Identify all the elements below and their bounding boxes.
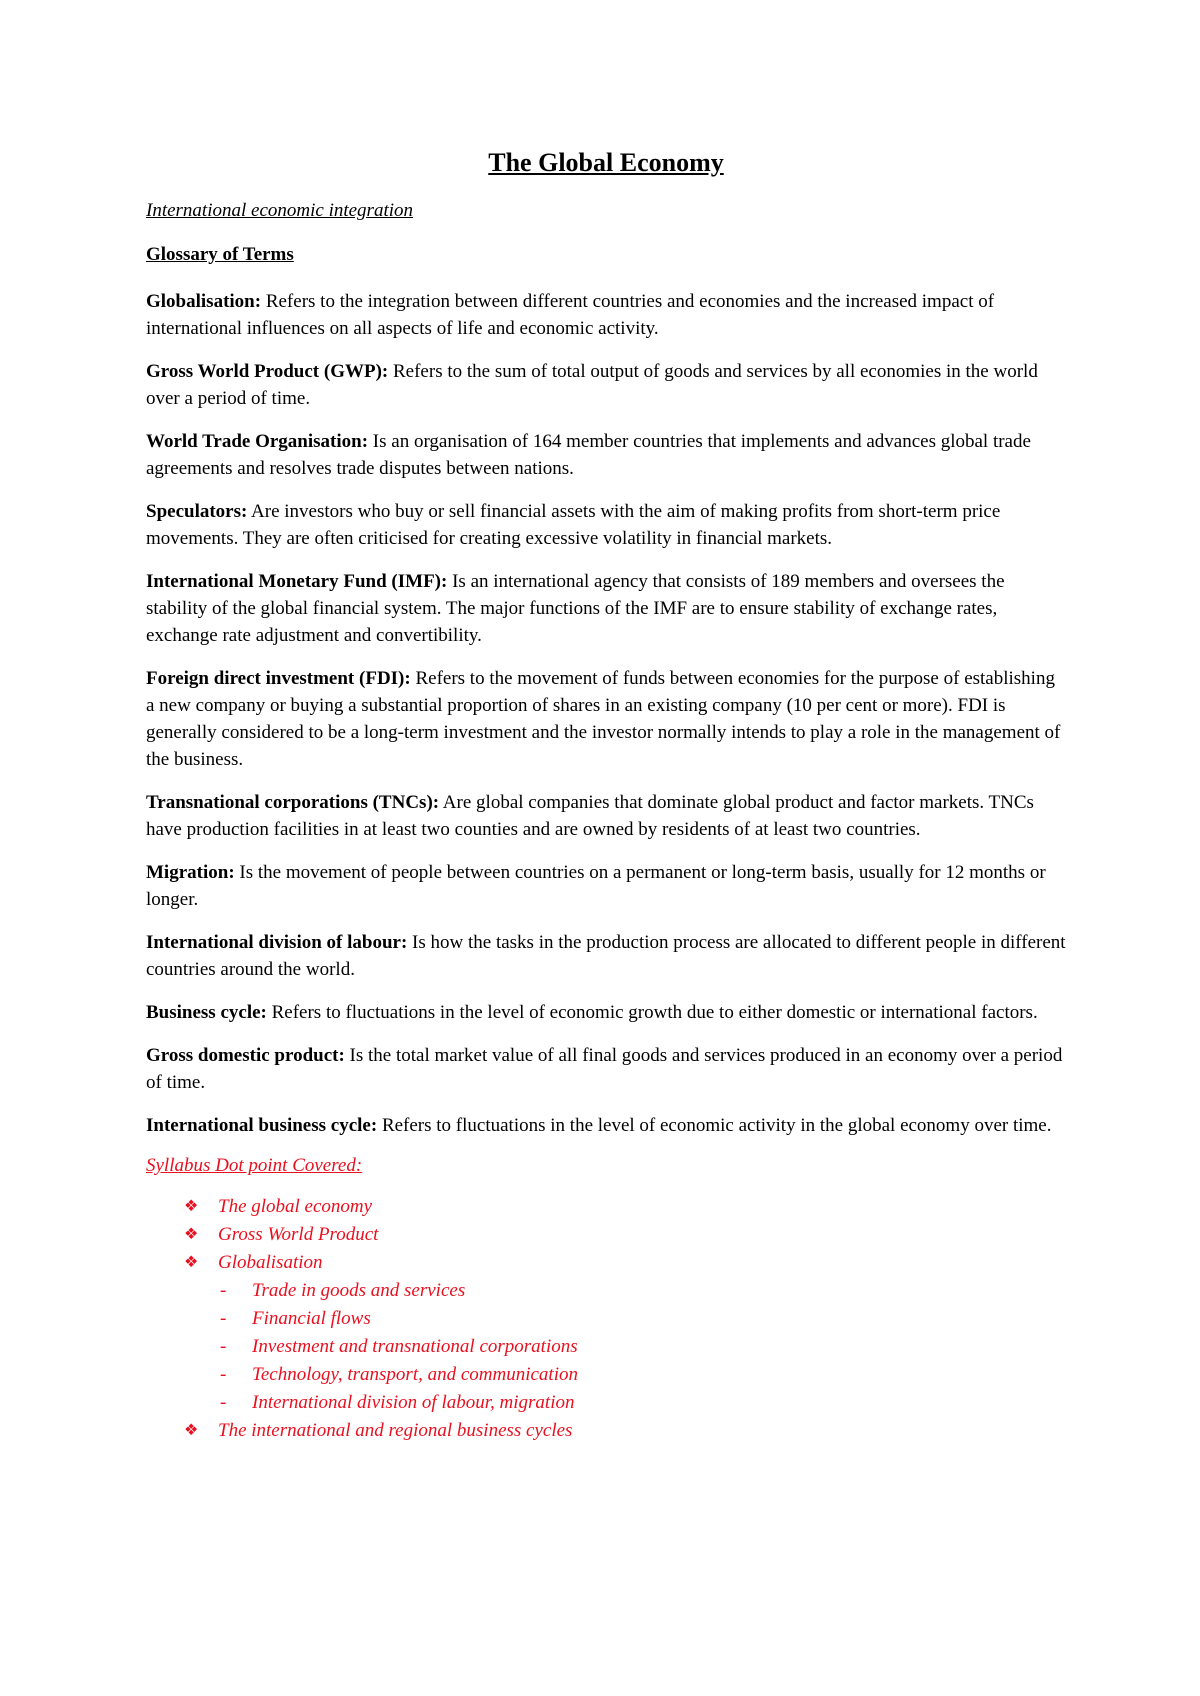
glossary-term xyxy=(146,1042,1066,1096)
term-name: Business cycle: xyxy=(146,1002,267,1023)
syllabus-item-text: Globalisation xyxy=(218,1252,323,1273)
syllabus-item-text: The global economy xyxy=(218,1196,373,1217)
diamond-bullet-icon: ❖ xyxy=(184,1422,199,1439)
syllabus-subitem xyxy=(146,1277,1066,1305)
syllabus-subitem xyxy=(146,1333,1066,1361)
term-definition: Refers to fluctuations in the level of economic activity in the global economy over time. xyxy=(377,1115,1052,1136)
syllabus-item-text: Technology, transport, and communication xyxy=(252,1364,578,1385)
term-definition: Refers to the integration between different countries and economies and the increased impact of international influences on all aspects of life and economic activity. xyxy=(146,291,995,339)
term-name: Globalisation: xyxy=(146,291,262,312)
syllabus-item xyxy=(146,1417,1066,1445)
document-title: The Global Economy xyxy=(488,148,724,177)
term-definition: Are investors who buy or sell financial assets with the aim of making profits from short-term price movements. They are often criticised for creating excessive volatility in financial markets. xyxy=(146,501,1001,549)
term-name: Transnational corporations (TNCs): xyxy=(146,792,440,813)
syllabus-list xyxy=(146,1193,1066,1445)
dash-bullet-icon: - xyxy=(220,1336,227,1357)
syllabus-item-text: Investment and transnational corporations xyxy=(252,1336,578,1357)
term-name: Migration: xyxy=(146,862,235,883)
glossary-heading: Glossary of Terms xyxy=(146,244,294,265)
term-definition: Are global companies that dominate global product and factor markets. TNCs have production facilities in at least two counties and are owned by residents of at least two countries. xyxy=(146,792,1034,840)
syllabus-item-text: Trade in goods and services xyxy=(252,1280,466,1301)
diamond-bullet-icon: ❖ xyxy=(184,1198,199,1215)
term-name: Gross World Product (GWP): xyxy=(146,361,389,382)
syllabus-heading: Syllabus Dot point Covered: xyxy=(146,1155,363,1176)
term-name: World Trade Organisation: xyxy=(146,431,369,452)
syllabus-subitem xyxy=(146,1305,1066,1333)
term-definition: Refers to the movement of funds between economies for the purpose of establishing a new company or buying a substantial proportion of shares in an existing company (10 per cent or more). FDI is generally considered to be a long-term investment and the investor normally intends to play a role in the management of the business. xyxy=(146,668,1061,770)
syllabus-section xyxy=(146,1155,1066,1445)
glossary-term xyxy=(146,999,1066,1026)
syllabus-item-text: Financial flows xyxy=(252,1308,371,1329)
term-definition: Is the total market value of all final goods and services produced in an economy over a period of time. xyxy=(146,1045,1063,1093)
section-subtitle: International economic integration xyxy=(146,200,414,221)
term-name: International business cycle: xyxy=(146,1115,378,1136)
glossary-term xyxy=(146,428,1066,482)
term-name: Foreign direct investment (FDI): xyxy=(146,668,411,689)
syllabus-item xyxy=(146,1193,1066,1221)
term-name: Gross domestic product: xyxy=(146,1045,345,1066)
term-definition: Is an organisation of 164 member countries that implements and advances global trade agreements and resolves trade disputes between nations. xyxy=(146,431,1031,479)
glossary-term xyxy=(146,1112,1066,1139)
term-definition: Refers to fluctuations in the level of economic growth due to either domestic or international factors. xyxy=(266,1002,1038,1023)
term-definition: Is the movement of people between countries on a permanent or long-term basis, usually for 12 months or longer. xyxy=(146,862,1046,910)
syllabus-item-text: The international and regional business cycles xyxy=(218,1420,573,1441)
glossary-term xyxy=(146,859,1066,913)
term-name: Speculators: xyxy=(146,501,248,522)
glossary-term xyxy=(146,498,1066,552)
glossary-term xyxy=(146,568,1066,649)
syllabus-item xyxy=(146,1249,1066,1277)
dash-bullet-icon: - xyxy=(220,1308,227,1329)
dash-bullet-icon: - xyxy=(220,1280,227,1301)
glossary-list xyxy=(146,288,1066,1139)
document-content xyxy=(146,148,1066,1445)
diamond-bullet-icon: ❖ xyxy=(184,1226,199,1243)
term-name: International Monetary Fund (IMF): xyxy=(146,571,448,592)
dash-bullet-icon: - xyxy=(220,1392,227,1413)
term-definition: Is how the tasks in the production process are allocated to different people in different countries around the world. xyxy=(146,932,1066,980)
glossary-term xyxy=(146,789,1066,843)
syllabus-item-text: Gross World Product xyxy=(218,1224,379,1245)
glossary-term xyxy=(146,665,1066,773)
glossary-term xyxy=(146,929,1066,983)
syllabus-subitem xyxy=(146,1361,1066,1389)
term-definition: Refers to the sum of total output of goods and services by all economies in the world over a period of time. xyxy=(146,361,1038,409)
diamond-bullet-icon: ❖ xyxy=(184,1254,199,1271)
syllabus-subitem xyxy=(146,1389,1066,1417)
term-definition: Is an international agency that consists of 189 members and oversees the stability of the global financial system. The major functions of the IMF are to ensure stability of exchange rates, exchange rate adjustment and convertibility. xyxy=(146,571,1005,646)
glossary-term xyxy=(146,288,1066,342)
term-name: International division of labour: xyxy=(146,932,408,953)
dash-bullet-icon: - xyxy=(220,1364,227,1385)
glossary-term xyxy=(146,358,1066,412)
syllabus-item-text: International division of labour, migration xyxy=(252,1392,575,1413)
syllabus-item xyxy=(146,1221,1066,1249)
